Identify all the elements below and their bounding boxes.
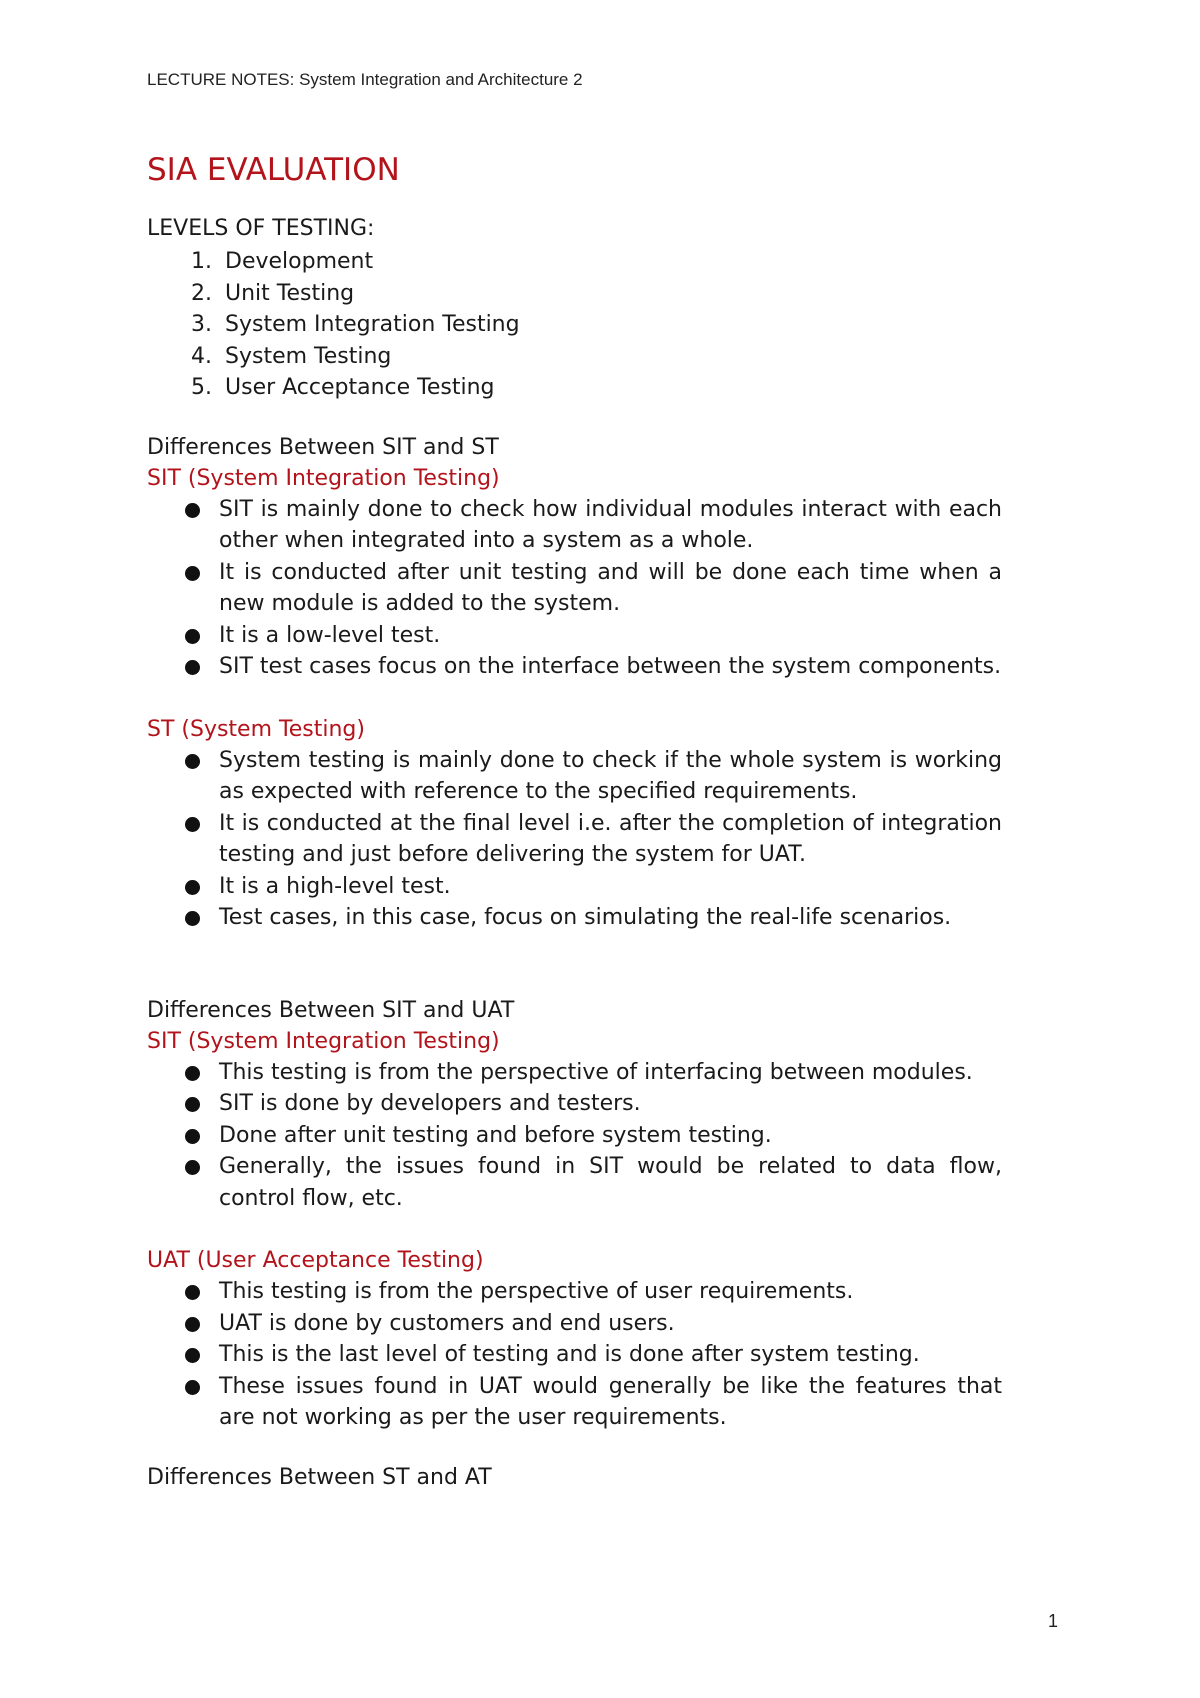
list-item-text: This testing is from the perspective of user requirements. xyxy=(219,1279,854,1304)
list-item-text: It is a low-level test. xyxy=(219,622,441,648)
list-item xyxy=(219,1276,1002,1308)
list-item-text: Test cases, in this case, focus on simulating the real-life scenarios. xyxy=(219,905,952,930)
list-item xyxy=(219,651,1002,683)
list-item xyxy=(219,745,1002,808)
list-item-text: This testing is from the perspective of interfacing between modules. xyxy=(219,1059,973,1085)
section-heading: Differences Between SIT and ST xyxy=(147,434,499,460)
list-item xyxy=(219,1308,1002,1340)
bullet-icon xyxy=(185,911,200,926)
bullet-icon xyxy=(185,880,200,895)
list-item xyxy=(219,808,1002,871)
list-item xyxy=(219,871,1002,903)
group-title: SIT (System Integration Testing) xyxy=(147,1028,500,1054)
list-item xyxy=(219,1088,1002,1120)
running-header: LECTURE NOTES: System Integration and Architecture 2 xyxy=(147,70,583,89)
bullet-icon xyxy=(185,660,200,675)
bullet-icon xyxy=(185,1129,200,1144)
list-item xyxy=(219,557,1002,620)
list-item-text: Generally, the issues found in SIT would be related to data flow, control flow, etc. xyxy=(219,1154,1002,1211)
list-item-text: These issues found in UAT would generally be like the features that are not working as per the user requirements. xyxy=(219,1373,1002,1430)
bullet-icon xyxy=(185,1160,200,1175)
list-item-text: This is the last level of testing and is done after system testing. xyxy=(219,1342,920,1367)
levels-item: 3. System Integration Testing xyxy=(219,309,1060,341)
list-item xyxy=(219,902,1002,934)
levels-list xyxy=(147,246,1060,404)
levels-item: 2. Unit Testing xyxy=(219,278,1060,310)
list-item xyxy=(219,620,1002,652)
levels-heading: LEVELS OF TESTING: xyxy=(147,216,375,241)
list-item xyxy=(219,1151,1002,1214)
section-heading: Differences Between SIT and UAT xyxy=(147,997,515,1023)
levels-item: 1. Development xyxy=(219,246,1060,278)
bullet-icon xyxy=(185,1380,200,1395)
levels-item: 4. System Testing xyxy=(219,341,1060,373)
bullet-list xyxy=(147,494,1002,683)
list-item-text: It is conducted after unit testing and will be done each time when a new module is added to the system. xyxy=(219,559,1002,616)
document-title: SIA EVALUATION xyxy=(147,152,400,188)
list-item xyxy=(219,1339,1002,1371)
bullet-icon xyxy=(185,629,200,644)
group-title: ST (System Testing) xyxy=(147,716,365,742)
list-item xyxy=(219,1371,1002,1434)
bullet-list xyxy=(147,1057,1002,1215)
levels-item: 5. User Acceptance Testing xyxy=(219,372,1060,404)
list-item-text: SIT is mainly done to check how individual modules interact with each other when integrated into a system as a whole. xyxy=(219,496,1002,553)
bullet-icon xyxy=(185,1317,200,1332)
bullet-icon xyxy=(185,1285,200,1300)
list-item-text: SIT test cases focus on the interface between the system components. xyxy=(219,654,1002,679)
bullet-icon xyxy=(185,1348,200,1363)
list-item xyxy=(219,1120,1002,1152)
list-item-text: Done after unit testing and before system testing. xyxy=(219,1122,772,1148)
bullet-icon xyxy=(185,1097,200,1112)
page-number: 1 xyxy=(1047,1611,1058,1631)
list-item-text: SIT is done by developers and testers. xyxy=(219,1091,641,1116)
list-item-text: UAT is done by customers and end users. xyxy=(219,1310,675,1336)
list-item xyxy=(219,1057,1002,1089)
list-item-text: It is conducted at the final level i.e. after the completion of integration testing and just before delivering the system for UAT. xyxy=(219,810,1002,867)
bullet-icon xyxy=(185,503,200,518)
group-title: UAT (User Acceptance Testing) xyxy=(147,1248,484,1273)
section-heading: Differences Between ST and AT xyxy=(147,1464,492,1490)
list-item xyxy=(219,494,1002,557)
list-item-text: System testing is mainly done to check if the whole system is working as expected with reference to the specified requirements. xyxy=(219,747,1002,804)
bullet-icon xyxy=(185,817,200,832)
bullet-icon xyxy=(185,754,200,769)
bullet-list xyxy=(147,745,1002,934)
bullet-icon xyxy=(185,1066,200,1081)
list-item-text: It is a high-level test. xyxy=(219,873,451,899)
group-title: SIT (System Integration Testing) xyxy=(147,465,500,491)
bullet-icon xyxy=(185,566,200,581)
bullet-list xyxy=(147,1276,1002,1434)
